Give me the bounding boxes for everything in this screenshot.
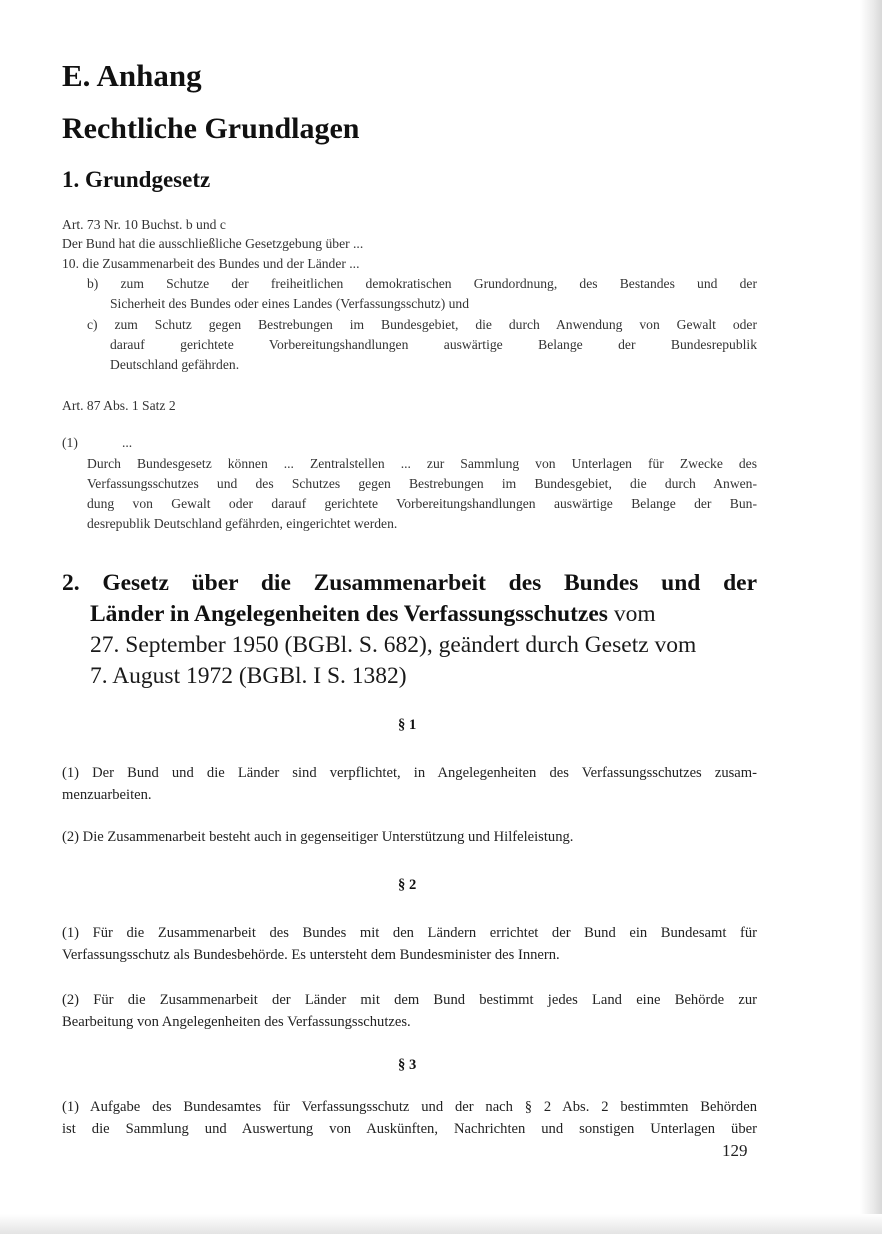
art87-ellipsis: ...	[122, 435, 133, 450]
para3-abs1: (1) Aufgabe des Bundesamtes für Verfassungsschutz und der nach § 2 Abs. 2 bestimmten Behörden	[62, 1099, 757, 1115]
para1-abs2: (2) Die Zusammenarbeit besteht auch in gegenseitiger Unterstützung und Hilfeleistung.	[62, 829, 574, 845]
art73-item-b: b) zum Schutze der freiheitlichen demokratischen Grundordnung, des Bestandes und der	[87, 276, 757, 291]
para1-abs1: (1) Der Bund und die Länder sind verpflichtet, in Angelegenheiten des Verfassungsschutzes zusam-	[62, 765, 757, 781]
law2-title-vom: vom	[607, 601, 656, 627]
para2-abs1: (1) Für die Zusammenarbeit des Bundes mit den Ländern errichtet der Bund ein Bundesamt für	[62, 925, 757, 941]
law2-title: 2. Gesetz über die Zusammenarbeit des Bundes und der	[62, 570, 757, 596]
para1-abs1: menzuarbeiten.	[62, 787, 152, 803]
heading-grundgesetz: 1. Grundgesetz	[62, 167, 211, 192]
art87-text: Durch Bundesgesetz können ... Zentralstellen ... zur Sammlung von Unterlagen für Zwecke des	[87, 456, 757, 471]
page-bottom-shadow	[0, 1214, 882, 1234]
paragraph-3-sign: § 3	[398, 1057, 417, 1073]
law2-title	[90, 601, 656, 628]
page-edge-shadow	[860, 0, 882, 1234]
art73-item-c: c) zum Schutz gegen Bestrebungen im Bundesgebiet, die durch Anwendung von Gewalt oder	[87, 317, 757, 332]
para2-abs2: Bearbeitung von Angelegenheiten des Verfassungsschutzes.	[62, 1014, 411, 1030]
art87-text: dung von Gewalt oder darauf gerichtete Vorbereitungshandlungen auswärtige Belange der Bun-	[87, 496, 757, 511]
paragraph-2-sign: § 2	[398, 877, 417, 893]
law2-title-amendment: 7. August 1972 (BGBl. I S. 1382)	[90, 663, 407, 689]
art87-text: Verfassungsschutzes und des Schutzes gegen Bestrebungen im Bundesgebiet, die durch Anwen-	[87, 476, 757, 491]
para2-abs2: (2) Für die Zusammenarbeit der Länder mit dem Bund bestimmt jedes Land eine Behörde zur	[62, 992, 757, 1008]
art73-item-c: darauf gerichtete Vorbereitungshandlungen auswärtige Belange der Bundesrepublik	[110, 337, 757, 352]
heading-anhang: E. Anhang	[62, 58, 202, 93]
art87-number: (1)	[62, 435, 78, 450]
para3-abs1: ist die Sammlung und Auswertung von Auskünften, Nachrichten und sonstigen Unterlagen über	[62, 1121, 757, 1137]
law2-title-date: 27. September 1950 (BGBl. S. 682), geändert durch Gesetz vom	[90, 632, 697, 658]
art73-item-b: Sicherheit des Bundes oder eines Landes (Verfassungsschutz) und	[110, 296, 470, 311]
art87-reference: Art. 87 Abs. 1 Satz 2	[62, 398, 176, 413]
art73-line: 10. die Zusammenarbeit des Bundes und der Länder ...	[62, 256, 360, 271]
art73-reference: Art. 73 Nr. 10 Buchst. b und c	[62, 217, 226, 232]
art87-text: desrepublik Deutschland gefährden, eingerichtet werden.	[87, 516, 398, 531]
heading-rechtliche-grundlagen: Rechtliche Grundlagen	[62, 112, 360, 145]
para2-abs1: Verfassungsschutz als Bundesbehörde. Es untersteht dem Bundesminister des Innern.	[62, 947, 560, 963]
law2-title-bold: Länder in Angelegenheiten des Verfassungsschutzes	[90, 601, 608, 627]
paragraph-1-sign: § 1	[398, 717, 417, 733]
page-number: 129	[722, 1141, 748, 1160]
art73-item-c: Deutschland gefährden.	[110, 357, 240, 372]
art73-line: Der Bund hat die ausschließliche Gesetzgebung über ...	[62, 236, 364, 251]
